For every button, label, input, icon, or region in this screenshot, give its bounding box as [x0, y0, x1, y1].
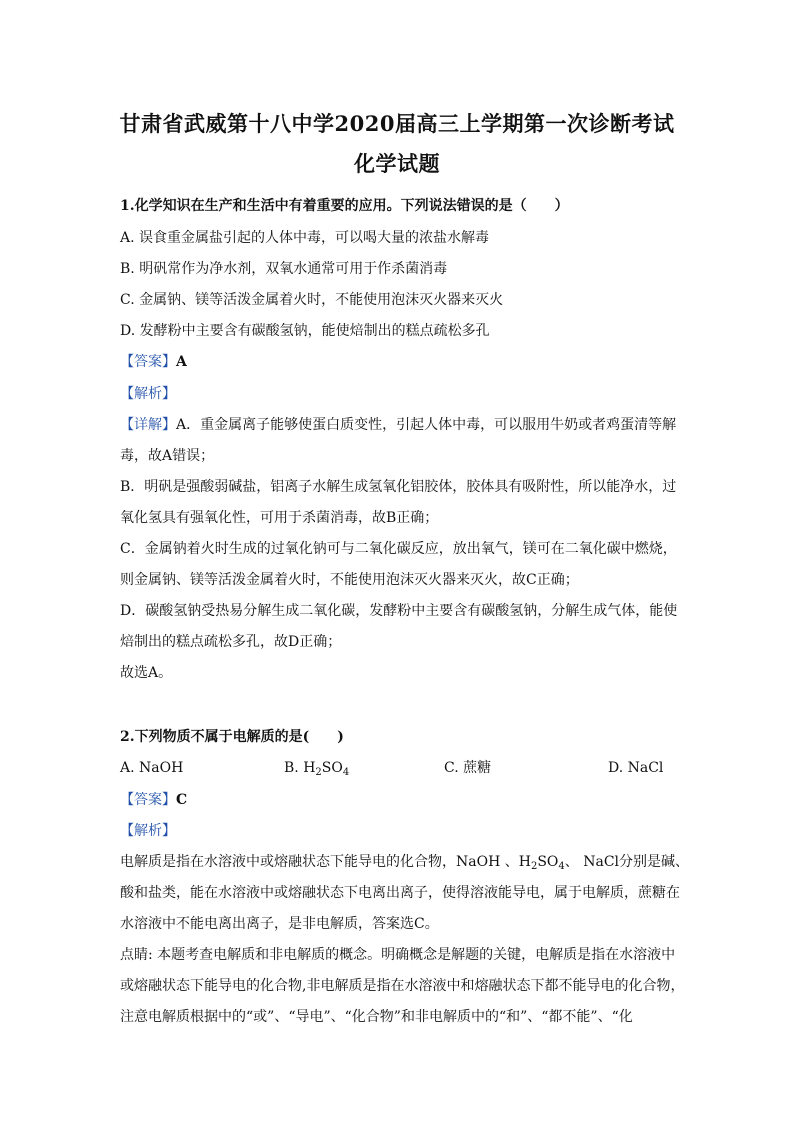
- q1-detail-line: C．金属钠着火时生成的过氧化钠可与二氧化碳反应，放出氧气，镁可在二氧化碳中燃烧，: [120, 541, 677, 557]
- q2-analysis-tag: 【解析】: [120, 823, 176, 839]
- q2-option-d: D. NaCl: [608, 760, 664, 776]
- q1-option-c: C. 金属钠、镁等活泼金属着火时，不能使用泡沫灭火器来灭火: [120, 292, 504, 308]
- q2-explain-line: 水溶液中不能电离出离子，是非电解质，答案选C。: [120, 916, 439, 932]
- q2-explain-line: 酸和盐类，能在水溶液中或熔融状态下电离出离子，使得溶液能导电，属于电解质，蔗糖在: [120, 885, 680, 901]
- detail-text: A．重金属离子能够使蛋白质变性，引起人体中毒，可以服用牛奶或者鸡蛋清等解: [176, 417, 677, 433]
- document-title: 甘肃省武威第十八中学2020届高三上学期第一次诊断考试: [119, 111, 675, 136]
- q1-detail-line: [120, 415, 680, 435]
- q1-detail-line: 毒，故A错误；: [120, 448, 215, 464]
- q2-option-b: B. $H_2SO_4$: [284, 760, 350, 778]
- q1-detail-line: 氧化氢具有强氧化性，可用于杀菌消毒，故B正确；: [120, 510, 439, 526]
- q2-explain-line: 注意电解质根据中的“或”、“导电”、“化合物”和非电解质中的“和”、“都不能”、“化: [120, 1009, 633, 1025]
- q1-detail-line: 则金属钠、镁等活泼金属着火时，不能使用泡沫灭火器来灭火，故C正确；: [120, 572, 579, 588]
- detail-tag: 【详解】: [120, 417, 176, 433]
- q1-detail-line: 故选A。: [120, 665, 173, 681]
- q1-detail-line: B．明矾是强酸弱碱盐，铝离子水解生成氢氧化铝胶体，胶体具有吸附性，所以能净水，过: [120, 479, 677, 495]
- q2-option-a: A. NaOH: [120, 760, 184, 776]
- q1-detail-line: D．碳酸氢钠受热易分解生成二氧化碳，发酵粉中主要含有碳酸氢钠，分解生成气体，能使: [120, 603, 678, 619]
- q1-option-d: D. 发酵粉中主要含有碳酸氢钠，能使焙制出的糕点疏松多孔: [120, 323, 490, 339]
- q1-option-a: A. 误食重金属盐引起的人体中毒，可以喝大量的浓盐水解毒: [120, 230, 490, 246]
- q2-option-c: C. 蔗糖: [444, 760, 492, 776]
- q1-analysis-tag: 【解析】: [120, 386, 176, 402]
- answer-value: C: [176, 792, 188, 808]
- document-subtitle: 化学试题: [354, 151, 440, 176]
- answer-tag: 【答案】: [120, 354, 176, 370]
- q1-answer: [120, 352, 680, 372]
- q1-detail-line: 焙制出的糕点疏松多孔，故D正确；: [120, 634, 342, 650]
- answer-value: A: [176, 354, 187, 370]
- q1-stem: 1.化学知识在生产和生活中有着重要的应用。下列说法错误的是（ ）: [120, 198, 569, 214]
- q1-option-b: B. 明矾常作为净水剂，双氧水通常可用于作杀菌消毒: [120, 261, 448, 277]
- q2-stem: 2.下列物质不属于电解质的是( ): [120, 729, 344, 745]
- q2-explain-line: 或熔融状态下能导电的化合物,非电解质是指在水溶液中和熔融状态下都不能导电的化合物，: [120, 978, 685, 994]
- answer-tag: 【答案】: [120, 792, 176, 808]
- q2-answer: [120, 790, 680, 810]
- q2-explain-line: 电解质是指在水溶液中或熔融状态下能导电的化合物，NaOH 、$H_2SO_4$、 NaCl分别是碱、: [120, 854, 690, 872]
- q2-explain-line: 点睛: 本题考查电解质和非电解质的概念。明确概念是解题的关键，电解质是指在水溶液中: [120, 947, 676, 963]
